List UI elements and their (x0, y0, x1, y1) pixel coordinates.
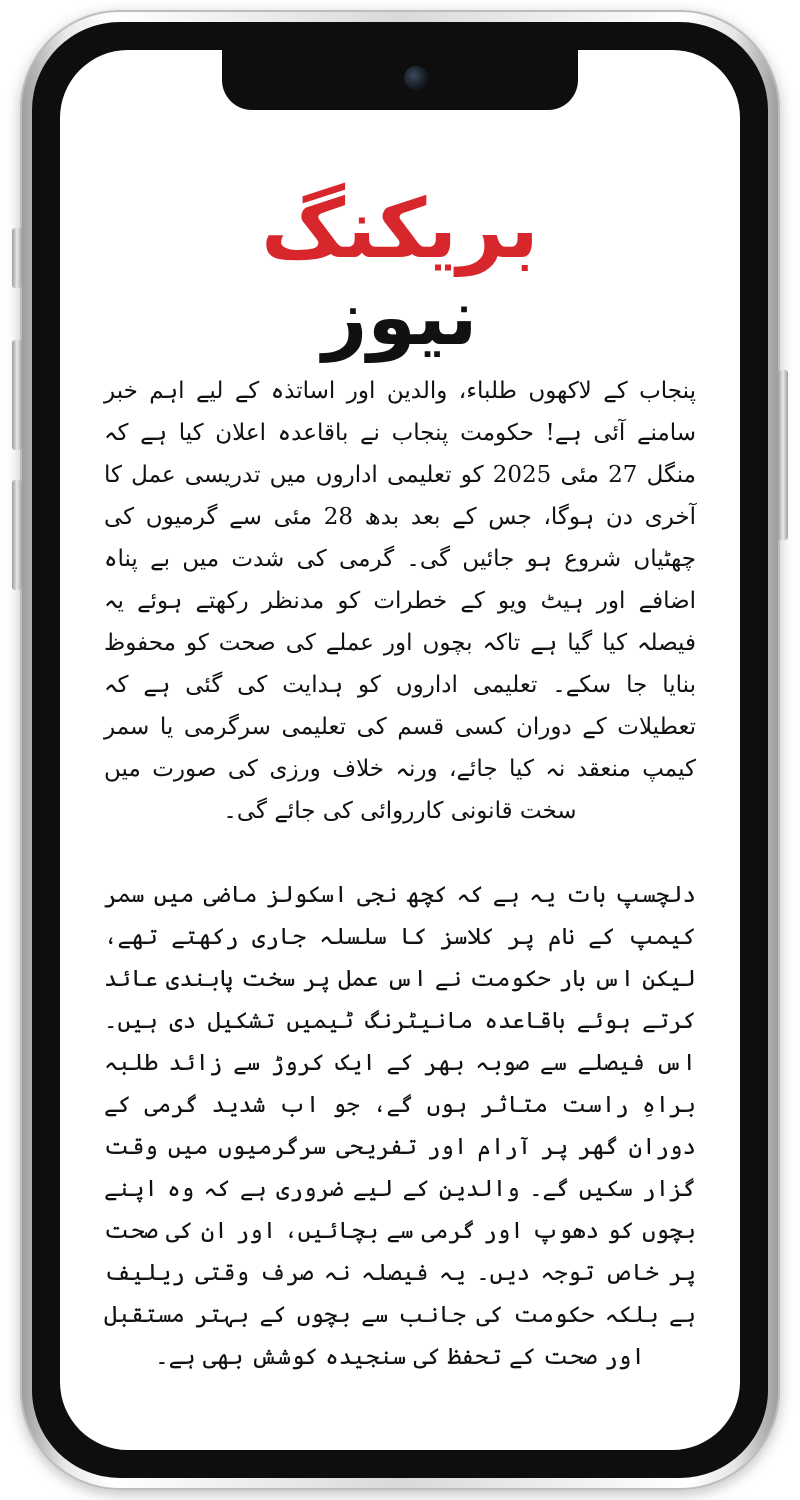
volume-up-button (12, 340, 22, 450)
article-paragraph-1: پنجاب کے لاکھوں طلباء، والدین اور اساتذہ کے لیے اہم خبر سامنے آئی ہے! حکومت پنجاب نے باقاعدہ اعلان کیا ہے کہ منگل 27 مئی 2025 کو تعلیمی اداروں میں تدریسی عمل کا آخری دن ہوگا، جس کے بعد بدھ 28 مئی سے گرمیوں کی چھٹیاں شروع ہو جائیں گی۔ گرمی کی شدت میں بے پناہ اضافے اور ہیٹ ویو کے خطرات کو مدنظر رکھتے ہوئے یہ فیصلہ کیا گیا ہے تاکہ بچوں اور عملے کی صحت کو محفوظ بنایا جا سکے۔ تعلیمی اداروں کو ہدایت کی گئی ہے کہ تعطیلات کے دوران کسی قسم کی تعلیمی سرگرمی یا سمر کیمپ منعقد نہ کیا جائے، ورنہ خلاف ورزی کی صورت میں سخت قانونی کارروائی کی جائے گی۔ (104, 378, 696, 824)
front-camera-icon (404, 66, 428, 90)
headline (60, 182, 740, 363)
headline-breaking: بریکنگ (261, 182, 539, 277)
phone-frame (20, 10, 780, 1490)
phone-bezel (32, 22, 768, 1478)
headline-news: نیوز (322, 273, 478, 363)
notch (222, 50, 578, 110)
mute-switch (12, 228, 22, 288)
phone-screen (60, 50, 740, 1450)
volume-down-button (12, 480, 22, 590)
article-paragraph-2: دلچسپ بات یہ ہے کہ کچھ نجی اسکولز ماضی میں سمر کیمپ کے نام پر کلاسز کا سلسلہ جاری رکھتے تھے، لیکن اس بار حکومت نے اس عمل پر سخت پابندی عائد کرتے ہوئے باقاعدہ مانیٹرنگ ٹیمیں تشکیل دی ہیں۔ اس فیصلے سے صوبہ بھر کے ایک کروڑ سے زائد طلبہ براہِ راست متاثر ہوں گے، جو اب شدید گرمی کے دوران گھر پر آرام اور تفریحی سرگرمیوں میں وقت گزار سکیں گے۔ والدین کے لیے ضروری ہے کہ وہ اپنے بچوں کو دھوپ اور گرمی سے بچائیں، اور ان کی صحت پر خاص توجہ دیں۔ یہ فیصلہ نہ صرف وقتی ریلیف ہے بلکہ حکومت کی جانب سے بچوں کے بہتر مستقبل اور صحت کے تحفظ کی سنجیدہ کوشش بھی ہے۔ (104, 882, 696, 1370)
power-button (778, 370, 788, 540)
article-body (104, 370, 696, 1378)
